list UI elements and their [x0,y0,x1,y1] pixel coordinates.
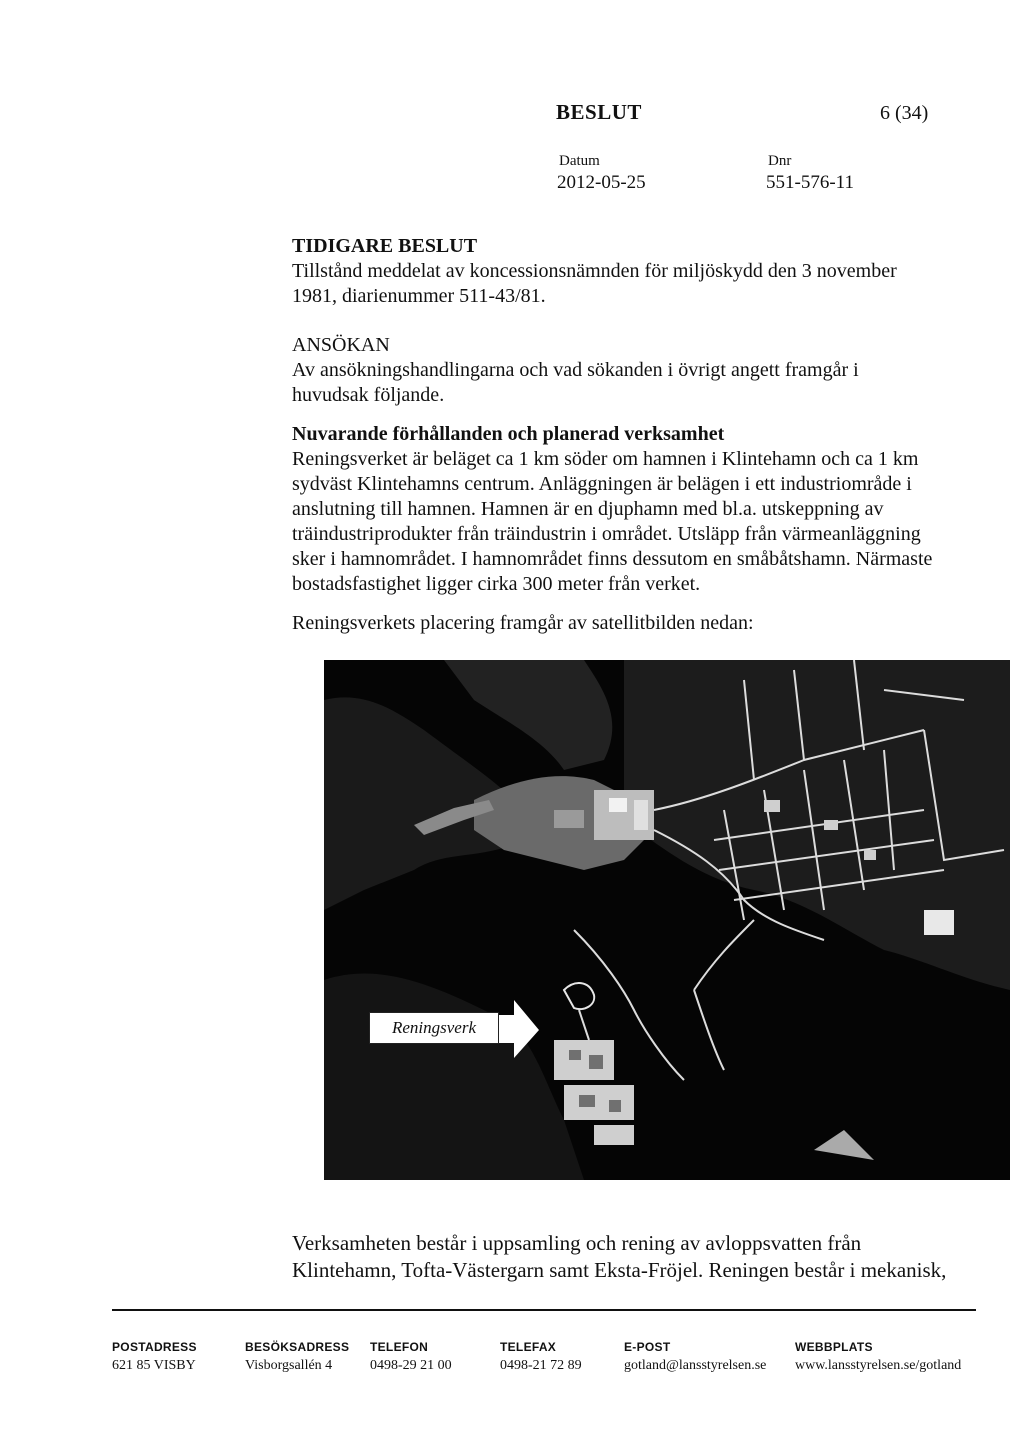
section-heading-ansokan: ANSÖKAN [292,334,390,356]
satellite-image [324,660,1010,1180]
footer-value-epost[interactable]: gotland@lansstyrelsen.se [624,1358,767,1373]
section-heading-tidigare: TIDIGARE BESLUT [292,235,478,257]
text-line: Verksamheten består i uppsamling och rening av avloppsvatten från [292,1231,862,1255]
footer-value-telefon: 0498-29 21 00 [370,1358,452,1373]
date-value: 2012-05-25 [557,172,646,193]
footer-label-telefax: TELEFAX [500,1340,557,1354]
text-line: huvudsak följande. [292,384,445,406]
footer-value-webbplats[interactable]: www.lansstyrelsen.se/gotland [795,1358,962,1373]
text-line: anslutning till hamnen. Hamnen är en djuphamn med bl.a. utskeppning av [292,498,884,520]
footer-value-telefax: 0498-21 72 89 [500,1358,582,1373]
paragraph-tidigare [292,259,972,309]
text-line: Tillstånd meddelat av koncessionsnämnden för miljöskydd den 3 november [292,260,897,282]
footer-label-besoksadress: BESÖKSADRESS [245,1340,350,1354]
map-callout-label: Reningsverk [369,1012,499,1044]
document-type: BESLUT [556,100,642,124]
text-line: träindustriprodukter från träindustrin i området. Utsläpp från värmeanläggning [292,523,921,545]
page-number: 6 (34) [880,102,929,124]
footer-value-besoksadress: Visborgsallén 4 [245,1358,333,1373]
text-line: sydväst Klintehamns centrum. Anläggningen är belägen i ett industriområde i [292,473,912,495]
text-line: Av ansökningshandlingarna och vad sökanden i övrigt angett framgår i [292,359,859,381]
section-heading-nuvarande: Nuvarande förhållanden och planerad verksamhet [292,423,725,445]
footer-divider [112,1309,976,1311]
footer-label-telefon: TELEFON [370,1340,429,1354]
paragraph-ansokan [292,358,972,408]
dnr-value: 551-576-11 [766,172,854,193]
satellite-map [324,660,1010,1180]
footer-label-postadress: POSTADRESS [112,1340,197,1354]
text-line: Reningsverket är beläget ca 1 km söder om hamnen i Klintehamn och ca 1 km [292,448,919,470]
date-label: Datum [559,153,600,169]
footer-label-epost: E-POST [624,1340,671,1354]
dnr-label: Dnr [768,153,792,169]
text-line: bostadsfastighet ligger cirka 300 meter från verket. [292,573,701,595]
paragraph-placering: Reningsverkets placering framgår av satellitbilden nedan: [292,612,754,634]
footer-label-webbplats: WEBBPLATS [795,1340,873,1354]
text-line: Klintehamn, Tofta-Västergarn samt Eksta-Fröjel. Reningen består i mekanisk, [292,1258,947,1282]
footer-value-postadress: 621 85 VISBY [112,1358,196,1373]
text-line: sker i hamnområdet. I hamnområdet finns dessutom en småbåtshamn. Närmaste [292,548,933,570]
paragraph-nuvarande [292,447,972,597]
text-line: 1981, diarienummer 511-43/81. [292,285,546,307]
paragraph-verksamheten [292,1230,982,1284]
